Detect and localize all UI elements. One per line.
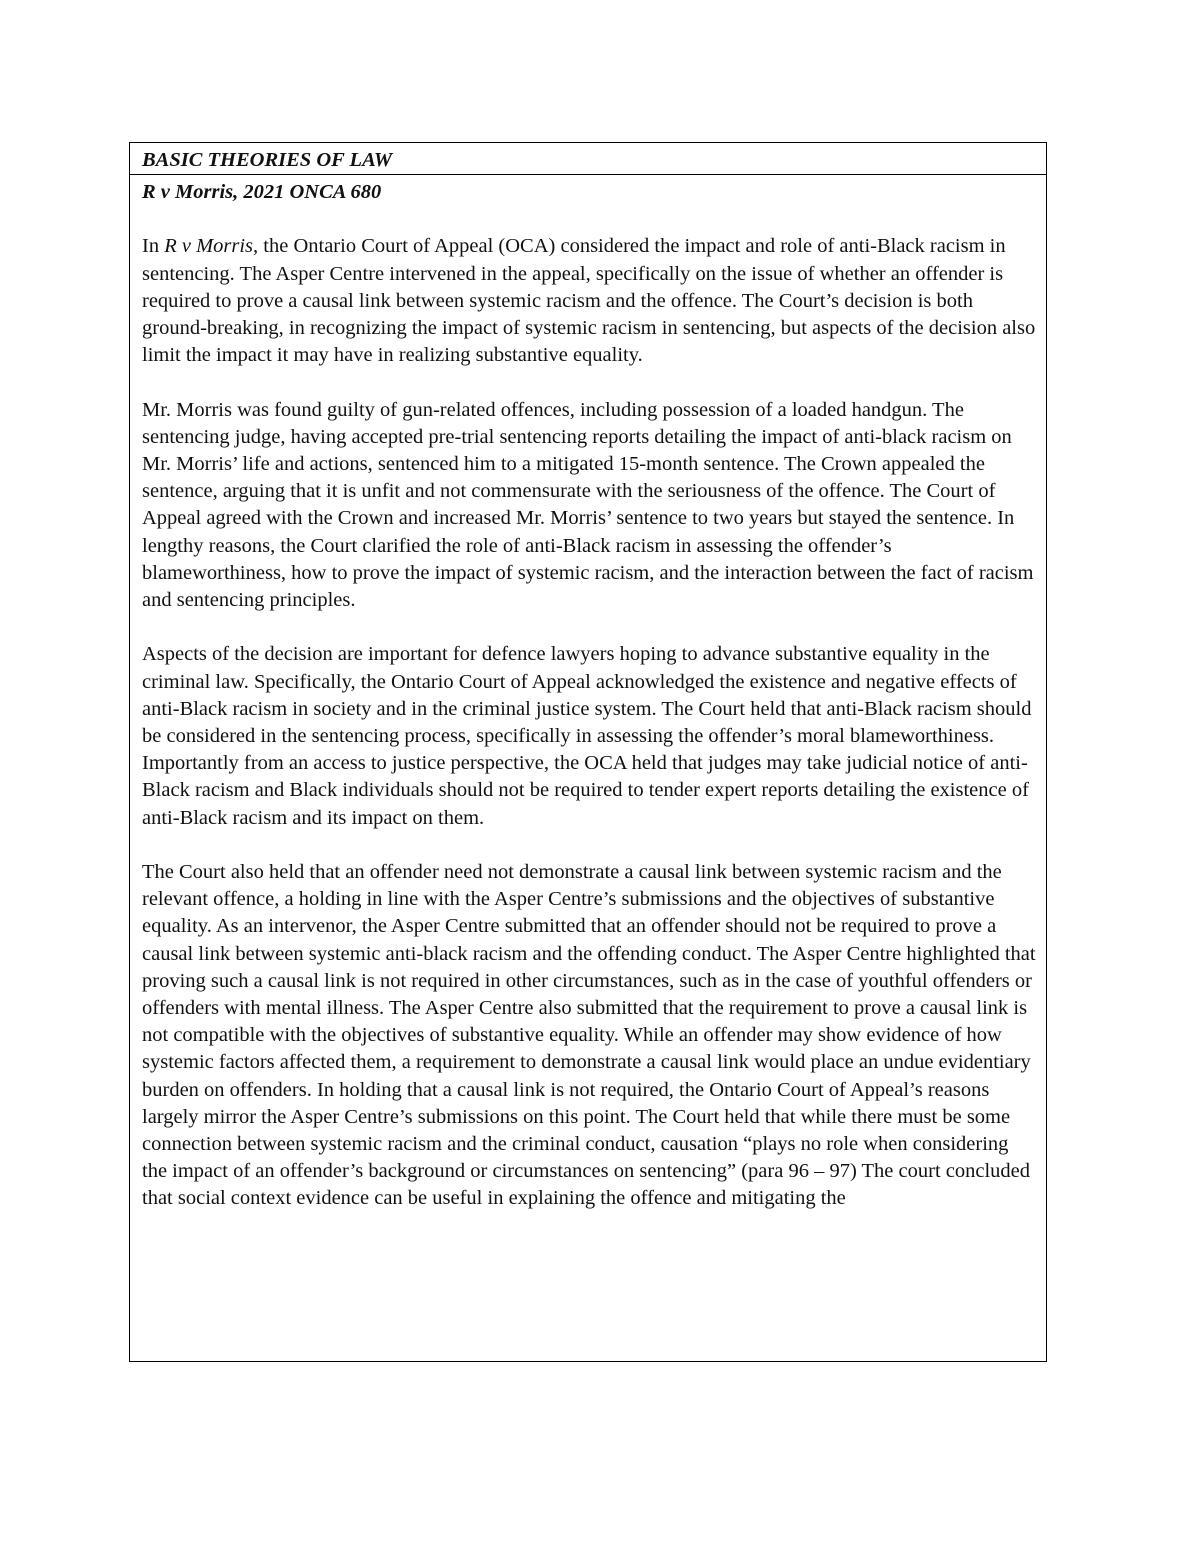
case-citation: R v Morris, 2021 ONCA 680 xyxy=(142,181,382,203)
document-table xyxy=(129,142,1047,1362)
paragraph-significance: Aspects of the decision are important for defence lawyers hoping to advance substantive equality in the criminal law. Specifically, the Ontario Court of Appeal acknowledged the existence and negative effects of anti-Black racism in society and in the criminal justice system. The Court held that anti-Black racism should be considered in the sentencing process, specifically in assessing the offender’s moral blameworthiness. Importantly from an access to justice perspective, the OCA held that judges may take judicial notice of anti-Black racism and Black individuals should not be required to tender expert reports detailing the existence of anti-Black racism and its impact on them. xyxy=(142,643,1032,829)
paragraph-facts: Mr. Morris was found guilty of gun-related offences, including possession of a loaded handgun. The sentencing judge, having accepted pre-trial sentencing reports detailing the impact of anti-black racism on Mr. Morris’ life and actions, sentenced him to a mitigated 15-month sentence. The Crown appealed the sentence, arguing that it is unfit and not commensurate with the seriousness of the offence. The Court of Appeal agreed with the Crown and increased Mr. Morris’ sentence to two years but stayed the sentence. In lengthy reasons, the Court clarified the role of anti-Black racism in assessing the offender’s blameworthiness, how to prove the impact of systemic racism, and the interaction between the fact of racism and sentencing principles. xyxy=(142,398,1034,612)
paragraph-intro-rest: , the Ontario Court of Appeal (OCA) considered the impact and role of anti-Black racism in sentencing. The Asper Centre intervened in the appeal, specifically on the issue of whether an offender is required to prove a causal link between systemic racism and the offence. The Court’s decision is both ground-breaking, in recognizing the impact of systemic racism in sentencing, but aspects of the decision also limit the impact it may have in realizing substantive equality. xyxy=(142,235,1036,367)
case-body-cell xyxy=(130,175,1046,1361)
paragraph-intro xyxy=(142,233,1036,369)
section-heading: BASIC THEORIES OF LAW xyxy=(130,143,1046,175)
paragraph-causal-link: The Court also held that an offender need not demonstrate a causal link between systemic racism and the relevant offence, a holding in line with the Asper Centre’s submissions and the objectives of substantive equality. As an intervenor, the Asper Centre submitted that an offender should not be required to prove a causal link between systemic anti-black racism and the offending conduct. The Asper Centre highlighted that proving such a causal link is not required in other circumstances, such as in the case of youthful offenders or offenders with mental illness. The Asper Centre also submitted that the requirement to prove a causal link is not compatible with the objectives of substantive equality. While an offender may show evidence of how systemic factors affected them, a requirement to demonstrate a causal link would place an undue evidentiary burden on offenders. In holding that a causal link is not required, the Ontario Court of Appeal’s reasons largely mirror the Asper Centre’s submissions on this point. The Court held that while there must be some connection between systemic racism and the criminal conduct, causation “plays no role when considering the impact of an offender’s background or circumstances on sentencing” (para 96 – 97) The court concluded that social context evidence can be useful in explaining the offence and mitigating the xyxy=(142,861,1036,1210)
case-name-italic: R v Morris xyxy=(164,235,254,258)
paragraph-intro-lead: In xyxy=(142,235,165,258)
